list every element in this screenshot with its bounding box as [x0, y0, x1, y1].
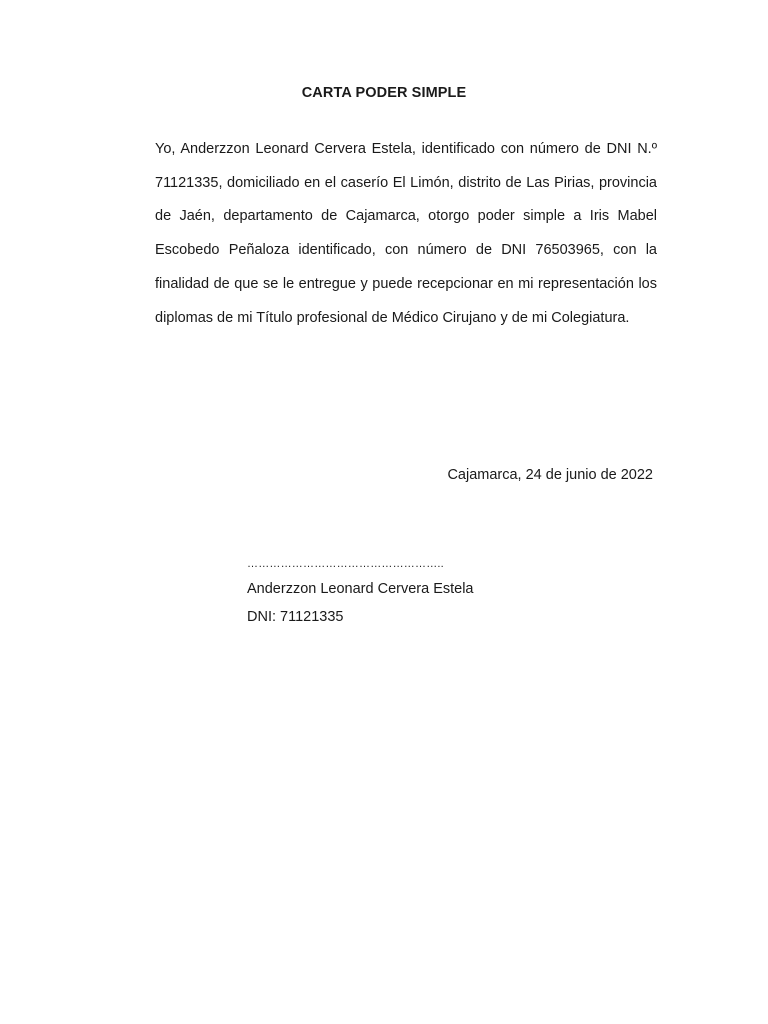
signature-block: [247, 553, 607, 631]
signer-dni: DNI: 71121335: [247, 609, 344, 625]
document-title: CARTA PODER SIMPLE: [301, 85, 467, 101]
signature-line: ……………………………………………..: [247, 558, 444, 570]
signer-name: Anderzzon Leonard Cervera Estela: [247, 581, 474, 597]
document-body-paragraph: Yo, Anderzzon Leonard Cervera Estela, identificado con número de DNI N.º 71121335, domiciliado en el caserío El Limón, distrito de Las Pirias, provincia de Jaén, departamento de Cajamarca, otorgo poder simple a Iris Mabel Escobedo Peñaloza identificado, con número de DNI 76503965, con la finalidad de que se le entregue y puede recepcionar en mi representación los diplomas de mi Título profesional de Médico Cirujano y de mi Colegiatura.: [155, 141, 657, 326]
place-and-date: Cajamarca, 24 de junio de 2022: [447, 467, 653, 483]
